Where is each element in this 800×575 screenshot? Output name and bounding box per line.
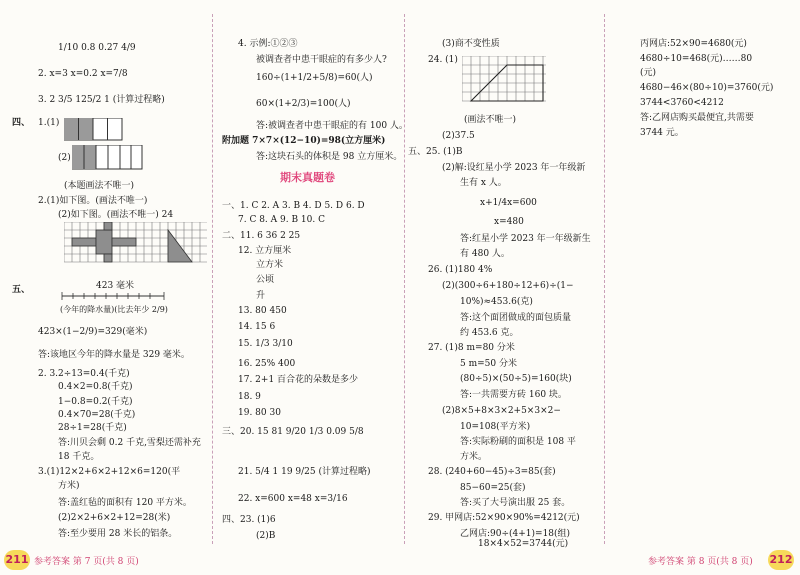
answer-line: 160÷(1+1/2+5/8)=60(人) <box>256 73 373 83</box>
answer-line: 10%)≈453.6(克) <box>460 297 533 307</box>
answer-line: 12. 立方厘米 <box>238 246 292 256</box>
answer-line: 19. 80 30 <box>238 408 281 418</box>
answer-line: 3. 2 3/5 125/2 1 (计算过程略) <box>38 95 165 105</box>
answer-note: (画法不唯一) <box>464 115 517 125</box>
answer-line: 15. 1/3 3/10 <box>238 339 293 349</box>
answer-line: 1/10 0.8 0.27 4/9 <box>58 43 136 53</box>
answer-line: (2)B <box>256 531 276 541</box>
answer-line: 16. 25% 400 <box>238 359 296 369</box>
answer-line: (2)2×2+6×2+12=28(米) <box>58 513 171 523</box>
answer-line: (2)(300÷6+180÷12+6)÷(1− <box>442 281 574 291</box>
answer-line: 10=108(平方米) <box>460 422 531 432</box>
column-divider-1 <box>212 14 213 544</box>
bonus-line: 附加题 7×7×(12−10)=98(立方厘米) <box>222 136 386 146</box>
answer-line: (80÷5)×(50÷5)=160(块) <box>460 374 572 384</box>
answer-line: 24. (1) <box>428 55 458 65</box>
answer-line: 三、20. 15 81 9/20 1/3 0.09 5/8 <box>222 427 364 437</box>
answer-line: (2)8×5+8×3×2+5×3×2− <box>442 406 561 416</box>
answer-line: 答:被调查者中患干眼症的有 100 人。 <box>256 121 408 131</box>
answer-line: 29. 甲网店:52×90×90%=4212(元) <box>428 513 580 523</box>
answer-line: 2. 3.2÷13=0.4(千克) <box>38 369 130 379</box>
footer-label-right: 参考答案 第 8 页(共 8 页) <box>648 557 753 567</box>
answer-line: (元) <box>640 68 657 78</box>
answer-line: (3)商不变性质 <box>442 39 500 49</box>
answer-line: 公顷 <box>256 275 275 285</box>
answer-line: 0.4×2=0.8(千克) <box>58 382 133 392</box>
answer-line: 4680÷10=468(元)……80 <box>640 54 753 64</box>
answer-line: 26. (1)180 4% <box>428 265 493 275</box>
answer-column-4 <box>606 0 800 548</box>
answer-line: 28. (240+60−45)÷3=85(套) <box>428 467 556 477</box>
fraction-bar-figure-2 <box>72 145 144 171</box>
answer-line: 五、25. (1)B <box>408 147 463 157</box>
answer-line: 一、1. C 2. A 3. B 4. D 5. D 6. D <box>222 201 365 211</box>
answer-line: 423×(1−2/9)=329(毫米) <box>38 327 148 337</box>
answer-line: 3744 元。 <box>640 128 684 138</box>
answer-line: 18. 9 <box>238 392 261 402</box>
answer-line: (2)如下图。(画法不唯一) 24 <box>58 210 174 220</box>
cube-net-grid-figure <box>64 222 208 264</box>
answer-line: 生有 x 人。 <box>460 178 507 188</box>
answer-line: 22. x=600 x=48 x=3/16 <box>238 494 348 504</box>
answer-line: 1.(1) <box>38 118 60 128</box>
answer-line: 四、23. (1)6 <box>222 515 276 525</box>
answer-column-3 <box>406 0 602 548</box>
answer-line: 7. C 8. A 9. B 10. C <box>238 215 325 225</box>
answer-line: 1−0.8=0.2(千克) <box>58 397 133 407</box>
answer-line: 18×4×52=3744(元) <box>478 539 569 549</box>
answer-line: 答:川贝会剩 0.2 千克,雪梨还需补充 <box>58 438 201 448</box>
answer-line: 4. 示例:①②③ <box>238 39 298 49</box>
answer-line: 二、11. 6 36 2 25 <box>222 231 301 241</box>
answer-line: 2.(1)如下图。(画法不唯一) <box>38 196 148 206</box>
answer-line: 4680−46×(80÷10)=3760(元) <box>640 83 774 93</box>
answer-line: 5 m=50 分米 <box>460 359 517 369</box>
answer-line: 60×(1+2/3)=100(人) <box>256 99 351 109</box>
section-label: 四、 <box>12 118 31 128</box>
answer-column-1 <box>0 0 210 548</box>
answer-note: (本题画法不唯一) <box>64 181 135 191</box>
answer-line: 答:红星小学 2023 年一年级新生 <box>460 234 591 244</box>
footer-label-left: 参考答案 第 7 页(共 8 页) <box>34 557 139 567</box>
answer-line: (今年的降水量)(比去年少 2/9) <box>60 305 168 314</box>
answer-line: 方米。 <box>460 452 488 462</box>
answer-line: (2) <box>58 153 71 163</box>
answer-line: 有 480 人。 <box>460 249 510 259</box>
fraction-bar-figure-1 <box>64 118 124 142</box>
answer-column-2 <box>214 0 408 548</box>
answer-line: (2)37.5 <box>442 131 475 141</box>
column-divider-3 <box>604 14 605 544</box>
answer-line: 答:该地区今年的降水量是 329 毫米。 <box>38 350 190 360</box>
segment-diagram <box>60 290 168 304</box>
answer-line: 被调查者中患干眼症的有多少人? <box>256 55 387 65</box>
column-divider-2 <box>404 14 405 544</box>
answer-line: 答:乙网店购买最便宜,共需要 <box>640 113 754 123</box>
answer-line: 17. 2+1 百合花的朵数是多少 <box>238 375 359 385</box>
answer-line: 答:盖红毡的面积有 120 平方米。 <box>58 498 192 508</box>
answer-line: 约 453.6 克。 <box>460 328 519 338</box>
answer-line: x=480 <box>494 217 524 227</box>
answer-line: 18 千克。 <box>58 452 100 462</box>
answer-line: 丙网店:52×90=4680(元) <box>640 39 747 49</box>
answer-line: 答:一共需要方砖 160 块。 <box>460 390 567 400</box>
section-label: 五、 <box>12 285 31 295</box>
answer-line: 3.(1)12×2+6×2+12×6=120(平 <box>38 467 181 477</box>
answer-line: x+1/4x=600 <box>480 198 537 208</box>
answer-line: 3744<3760<4212 <box>640 98 724 108</box>
answer-line: 答:至少要用 28 米长的铝条。 <box>58 529 178 539</box>
answer-line: 2. x=3 x=0.2 x=7/8 <box>38 69 128 79</box>
answer-line: 13. 80 450 <box>238 306 287 316</box>
answer-line: 14. 15 6 <box>238 322 276 332</box>
page-number-right: 212 <box>768 550 794 570</box>
answer-line: 0.4×70=28(千克) <box>58 410 136 420</box>
answer-line: 21. 5/4 1 19 9/25 (计算过程略) <box>238 467 371 477</box>
answer-line: 乙网店:90÷(4+1)=18(组) <box>460 529 571 539</box>
answer-line: 方米) <box>58 481 80 491</box>
page-number-left: 211 <box>4 550 30 570</box>
answer-line: 423 毫米 <box>96 281 135 291</box>
grid-drawing-figure <box>462 56 548 104</box>
answer-line: 28÷1=28(千克) <box>58 423 127 433</box>
answer-line: 答:这个面团做成的面包质量 <box>460 313 572 323</box>
answer-line: 85−60=25(套) <box>460 483 526 493</box>
answer-line: 答:买了大号演出服 25 套。 <box>460 498 571 508</box>
answer-line: 升 <box>256 291 266 301</box>
answer-line: 立方米 <box>256 260 284 270</box>
section-title: 期末真题卷 <box>280 171 335 184</box>
answer-line: 答:这块石头的体积是 98 立方厘米。 <box>256 152 403 162</box>
answer-line: (2)解:设红星小学 2023 年一年级新 <box>442 163 586 173</box>
answer-line: 答:实际粉刷的面积是 108 平 <box>460 437 576 447</box>
answer-line: 27. (1)8 m=80 分米 <box>428 343 515 353</box>
